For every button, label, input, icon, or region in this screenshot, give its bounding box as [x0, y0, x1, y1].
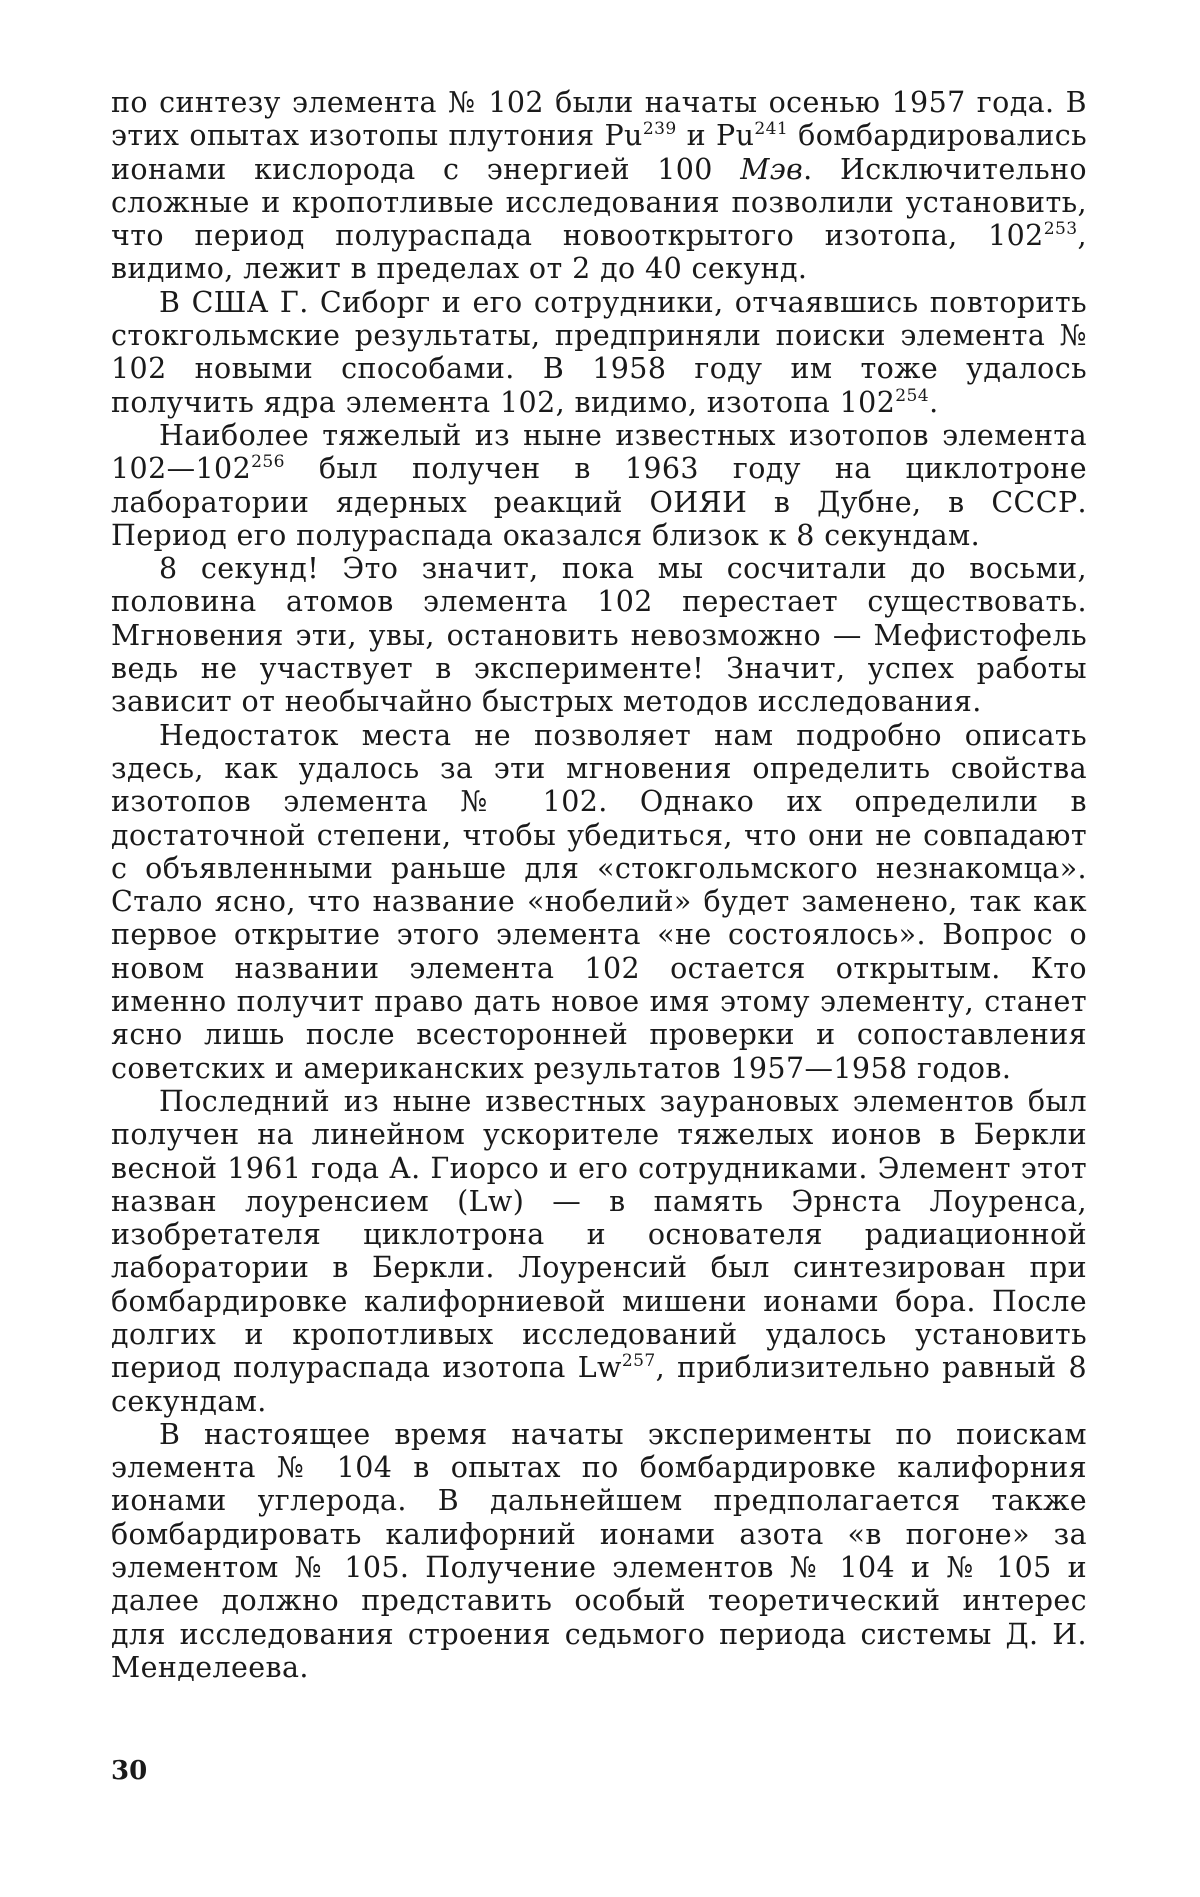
- isotope-mass-number: 257: [621, 1351, 656, 1372]
- text-run: Наиболее тяжелый из ныне известных изотопов элемента 102—102: [111, 418, 1087, 486]
- isotope-mass-number: 254: [895, 385, 930, 406]
- text-run: по синтезу элемента № 102 были начаты осенью 1957 года. В этих опытах изотопы плутония Pu: [111, 86, 1087, 153]
- text-run: , видимо, лежит в пределах от 2 до 40 секунд.: [111, 219, 1087, 286]
- unit-label: Мэв: [740, 152, 804, 186]
- page-number: 30: [111, 1756, 148, 1786]
- text-run: , приблизительно равный 8 секундам.: [111, 1351, 1087, 1418]
- text-run: . Исключительно сложные и кропотливые исследования позволили установить, что период полураспада новооткрытого изотопа, 102: [111, 152, 1087, 253]
- body-text: [111, 86, 1087, 1684]
- isotope-mass-number: 253: [1043, 219, 1078, 240]
- text-run: В настоящее время начаты эксперименты по поискам элемента № 104 в опытах по бомбардировке калифорния ионами углерода. В дальнейшем предполагается также бомбардировать калифорний ионами азота «в погоне» за элементом № 105. Получение элементов № 104 и № 105 и далее должно представить особый теоретический интерес для исследования строения седьмого периода системы Д. И. Менделеева.: [111, 1417, 1087, 1684]
- text-run: В США Г. Сиборг и его сотрудники, отчаявшись повторить стокгольмские результаты, предприняли поиски элемента № 102 новыми способами. В 1958 году им тоже удалось получить ядра элемента 102, видимо, изотопа 102: [111, 285, 1087, 419]
- isotope-mass-number: 241: [754, 119, 789, 140]
- text-run: бомбардировались ионами кислорода с энергией 100: [111, 119, 1087, 186]
- text-run: Недостаток места не позволяет нам подробно описать здесь, как удалось за эти мгновения определить свойства изотопов элемента № 102. Однако их определили в достаточной степени, чтобы убедиться, что они не совпадают с объявленными раньше для «стокгольмского незнакомца». Стало ясно, что название «нобелий» будет заменено, так как первое открытие этого элемента «не состоялось». Вопрос о новом названии элемента 102 остается открытым. Кто именно получит право дать новое имя этому элементу, станет ясно лишь после всесторонней проверки и сопоставления советских и американских результатов 1957—1958 годов.: [111, 718, 1087, 1085]
- paragraph: [111, 86, 1087, 286]
- paragraph: [111, 552, 1087, 718]
- isotope-mass-number: 256: [251, 452, 285, 473]
- paragraph: [111, 1418, 1087, 1684]
- paragraph: [111, 286, 1087, 419]
- isotope-mass-number: 239: [642, 119, 677, 140]
- text-run: и Pu: [676, 119, 755, 153]
- text-run: .: [929, 385, 939, 419]
- text-run: 8 секунд! Это значит, пока мы сосчитали до восьми, половина атомов элемента 102 перестает существовать. Мгновения эти, увы, остановить невозможно — Мефистофель ведь не участвует в эксперименте! Значит, успех работы зависит от необычайно быстрых методов исследования.: [111, 552, 1087, 719]
- paragraph: [111, 719, 1087, 1085]
- paragraph: [111, 419, 1087, 552]
- text-run: Последний из ныне известных заурановых элементов был получен на линейном ускорителе тяжелых ионов в Беркли весной 1961 года А. Гиорсо и его сотрудниками. Элемент этот назван лоуренсием (Lw) — в память Эрнста Лоуренса, изобретателя циклотрона и основателя радиационной лаборатории в Беркли. Лоуренсий был синтезирован при бомбардировке калифорниевой мишени ионами бора. После долгих и кропотливых исследований удалось установить период полураспада изотопа Lw: [111, 1084, 1087, 1385]
- text-run: был получен в 1963 году на циклотроне лаборатории ядерных реакций ОИЯИ в Дубне, в СССР. Период его полураспада оказался близок к 8 секундам.: [111, 452, 1087, 552]
- paragraph: [111, 1085, 1087, 1418]
